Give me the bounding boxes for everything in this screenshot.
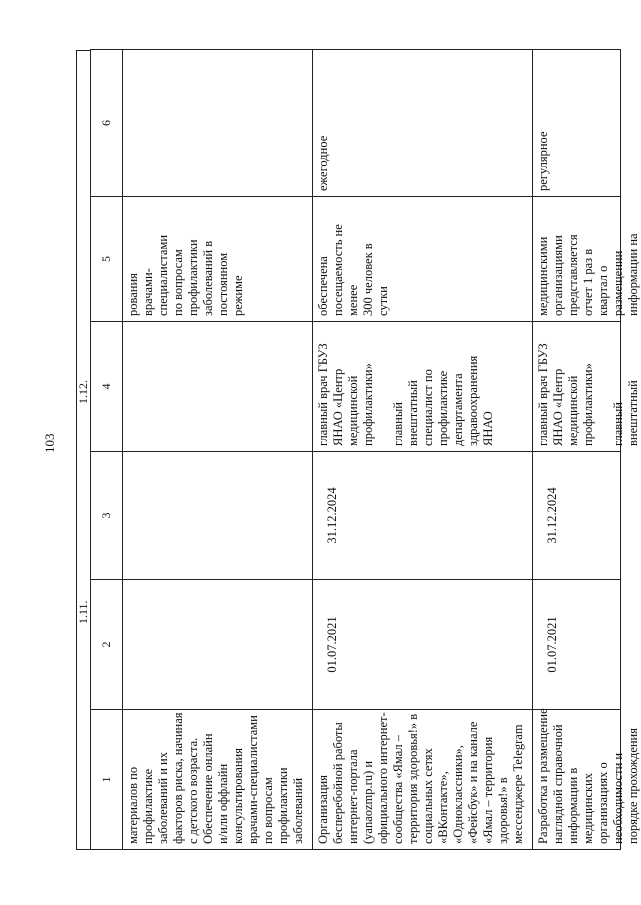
header-col-3: 3 bbox=[91, 451, 123, 579]
text-line: менее bbox=[346, 284, 360, 316]
row-1-11-start-date: 01.07.2021 bbox=[313, 579, 533, 709]
spacer bbox=[376, 327, 391, 446]
text-line: социальных сетях bbox=[421, 748, 435, 844]
continuation-col-5 bbox=[123, 321, 313, 451]
row-1-12-end-date: 31.12.2024 bbox=[533, 451, 621, 579]
text-line: постоянном bbox=[216, 252, 230, 316]
col1-empty bbox=[76, 628, 90, 818]
rotated-table-wrapper bbox=[90, 50, 640, 850]
row-1-12-col-7: регулярное bbox=[533, 49, 621, 196]
text-line: организациями bbox=[551, 235, 565, 316]
text-line: врачами- bbox=[141, 268, 155, 316]
text-line: официального интернет- bbox=[376, 712, 390, 844]
text-line: квартал о bbox=[596, 265, 610, 316]
text-line: представляется bbox=[566, 234, 580, 316]
text-line: Разработка и размещение bbox=[536, 708, 550, 844]
text-line: по вопросам bbox=[261, 777, 275, 844]
text-line: заболеваний bbox=[291, 777, 305, 844]
text-line: департамента bbox=[451, 373, 465, 446]
text-line: рования bbox=[126, 273, 140, 316]
text-line: «Ямал – территория bbox=[481, 736, 495, 844]
text-line: профилактике bbox=[141, 768, 155, 844]
text-line: Организация bbox=[316, 775, 330, 844]
text-line: материалов по bbox=[126, 766, 140, 844]
text-line: 300 человек в bbox=[361, 243, 375, 316]
text-line: ЯНАО «Центр bbox=[331, 368, 345, 446]
text-line: необходимости и bbox=[611, 752, 625, 844]
text-line: ЯНАО bbox=[481, 411, 495, 446]
continuation-col-6 bbox=[123, 196, 313, 321]
text-line: главный врач ГБУЗ bbox=[536, 343, 550, 446]
text-line: внештатный bbox=[626, 380, 640, 446]
text-line: информации в bbox=[566, 767, 580, 844]
text-line: порядке прохождения bbox=[626, 728, 640, 844]
continuation-col-4 bbox=[123, 451, 313, 579]
text-line: заболеваний в bbox=[201, 240, 215, 316]
text-line: по вопросам bbox=[171, 249, 185, 316]
text-line: консультирования bbox=[231, 748, 245, 844]
text-line: профилактики bbox=[186, 239, 200, 316]
text-line: посещаемость не bbox=[331, 224, 345, 316]
text-line: (yanaozmp.ru) и bbox=[361, 760, 375, 844]
activities-table bbox=[90, 49, 640, 850]
text-line: главный врач ГБУЗ bbox=[316, 343, 330, 446]
text-line: с детского возраста. bbox=[186, 737, 200, 844]
text-line: отчет 1 раз в bbox=[581, 248, 595, 316]
text-line: профилактике bbox=[436, 370, 450, 446]
text-line: «ВКонтакте», bbox=[436, 771, 450, 844]
row-1-11-number: 1.11. bbox=[76, 600, 90, 624]
text-line: сообщества «Ямал – bbox=[391, 735, 405, 844]
text-line: заболеваний и их bbox=[156, 752, 170, 844]
row-1-12-start-date: 01.07.2021 bbox=[533, 579, 621, 709]
text-line: наглядной справочной bbox=[551, 724, 565, 844]
header-col-4: 4 bbox=[91, 321, 123, 451]
text-line: размещении bbox=[611, 250, 625, 316]
text-line: «Фейсбук» и на канале bbox=[466, 721, 480, 844]
row-1-12-number: 1.12. bbox=[76, 380, 90, 404]
text-line: профилактики» bbox=[581, 363, 595, 446]
header-col-6: 6 bbox=[91, 49, 123, 196]
text-line: внештатный bbox=[406, 380, 420, 446]
continuation-col-2 bbox=[123, 709, 313, 849]
header-col-1: 1 bbox=[91, 709, 123, 849]
text-line: факторов риска, начиная bbox=[171, 712, 185, 844]
page-number: 103 bbox=[42, 433, 57, 453]
text-line: специалист по bbox=[421, 369, 435, 446]
row-1-11-col-2 bbox=[313, 709, 533, 849]
text-line: главный bbox=[611, 402, 625, 446]
text-line: «Одноклассники», bbox=[451, 745, 465, 844]
row-1-12-col-2 bbox=[533, 708, 640, 849]
row-1-12-col-5 bbox=[533, 321, 640, 451]
text-line: здравоохранения bbox=[466, 355, 480, 446]
col1-cells bbox=[76, 50, 90, 818]
row-1-12-col-6 bbox=[533, 196, 640, 321]
text-line: Обеспечение онлайн bbox=[201, 733, 215, 844]
header-col-5: 5 bbox=[91, 196, 123, 321]
text-line: профилактики bbox=[276, 767, 290, 844]
text-line: врачами-специалистами bbox=[246, 715, 260, 844]
text-line: медицинскими bbox=[536, 236, 550, 316]
text-line: территория здоровья!» в bbox=[406, 713, 420, 844]
text-line: режиме bbox=[231, 275, 245, 316]
text-line: медицинской bbox=[566, 375, 580, 446]
text-line: здоровья!» в bbox=[496, 777, 510, 844]
row-1-11-end-date: 31.12.2024 bbox=[313, 451, 533, 579]
spacer bbox=[596, 327, 611, 446]
row-1-11-col-5 bbox=[313, 321, 533, 451]
row-1-11-col-7: ежегодное bbox=[313, 49, 533, 196]
text-line: и/или оффлайн bbox=[216, 763, 230, 844]
text-line: обеспечена bbox=[316, 256, 330, 316]
text-line: специалистами bbox=[156, 234, 170, 316]
text-line: главный bbox=[391, 402, 405, 446]
text-line: медицинской bbox=[346, 375, 360, 446]
header-col-2: 2 bbox=[91, 579, 123, 709]
text-line: бесперебойной работы bbox=[331, 722, 345, 844]
text-line: медицинских bbox=[581, 773, 595, 844]
text-line: мессенджере Telegram bbox=[511, 724, 525, 844]
text-line: ЯНАО «Центр bbox=[551, 368, 565, 446]
text-line: профилактики» bbox=[361, 363, 375, 446]
text-line: интернет-портала bbox=[346, 749, 360, 844]
continuation-col-7 bbox=[123, 49, 313, 196]
continuation-col-3 bbox=[123, 579, 313, 709]
text-line: организациях о bbox=[596, 762, 610, 844]
row-1-11-col-6 bbox=[313, 196, 533, 321]
text-line: информации на bbox=[626, 233, 640, 316]
text-line: сутки bbox=[376, 286, 390, 316]
